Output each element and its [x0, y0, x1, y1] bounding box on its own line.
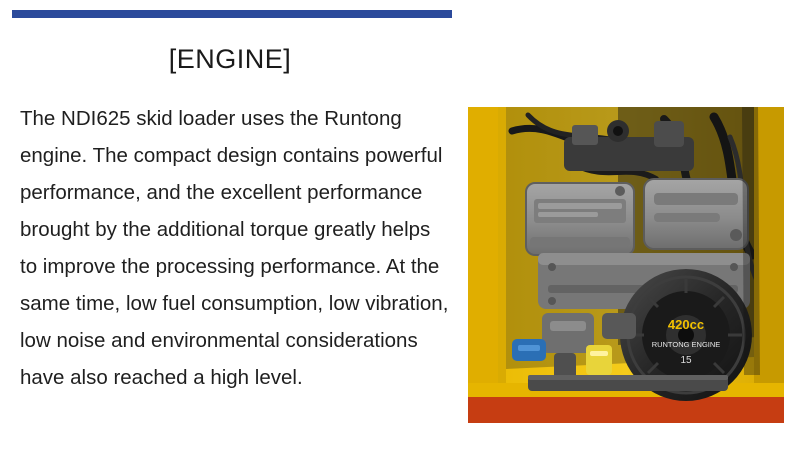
accent-rule — [12, 10, 452, 18]
body-paragraph: The NDI625 skid loader uses the Runtong engine. The compact design contains powerful performance, and the excellent performance brought by the additional torque greatly helps to improve the processing performance. At the same time, low fuel consumption, low vibration, low noise and environmental considerations have also reached a high level. — [20, 107, 449, 389]
svg-text:15: 15 — [680, 355, 692, 366]
svg-text:RUNTONG ENGINE: RUNTONG ENGINE — [651, 340, 721, 349]
engine-photo — [468, 107, 784, 423]
svg-text:420cc: 420cc — [667, 317, 705, 332]
page-title: [ENGINE] — [168, 44, 292, 74]
